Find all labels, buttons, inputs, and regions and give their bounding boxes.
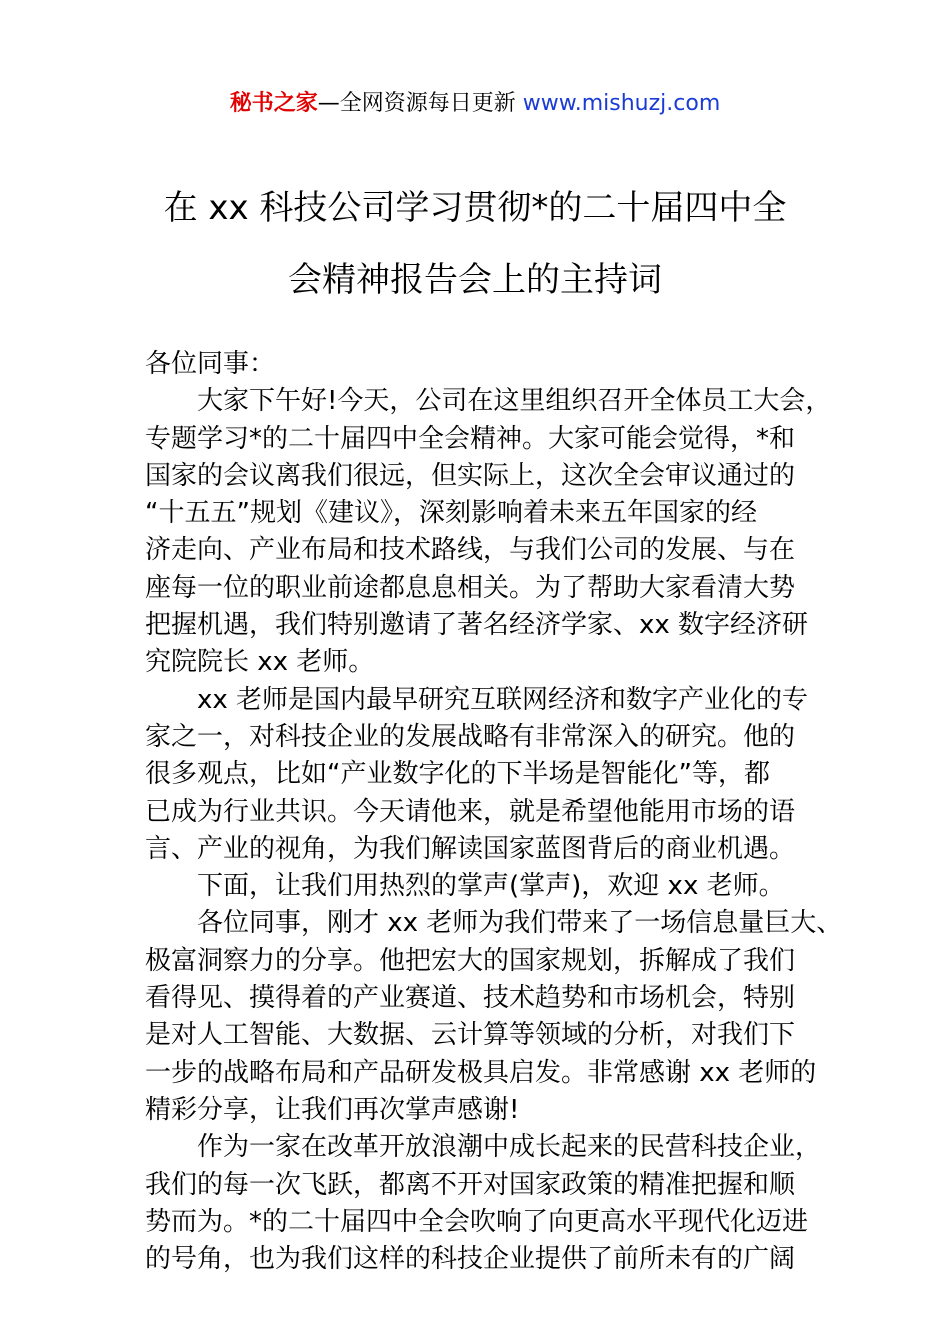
text-line: 看得见、摸得着的产业赛道、技术趋势和市场机会，特别	[145, 983, 796, 1014]
text-line: 势而为。*的二十届四中全会吹响了向更高水平现代化迈进	[145, 1206, 809, 1237]
text-line: 很多观点，比如“产业数字化的下半场是智能化”等，都	[145, 759, 770, 790]
text-line: 已成为行业共识。今天请他来，就是希望他能用市场的语	[145, 796, 796, 827]
text-line: 我们的每一次飞跃，都离不开对国家政策的精准把握和顺	[145, 1169, 796, 1200]
text-line: xx 老师是国内最早研究互联网经济和数字产业化的专	[197, 684, 809, 715]
text-line: 精彩分享，让我们再次掌声感谢!	[145, 1094, 520, 1125]
text-line: 作为一家在改革开放浪潮中成长起来的民营科技企业，	[197, 1132, 822, 1163]
text-line: 是对人工智能、大数据、云计算等领域的分析，对我们下	[145, 1020, 796, 1051]
text-line: 国家的会议离我们很远，但实际上，这次全会审议通过的	[145, 460, 796, 491]
paragraph-1	[145, 383, 835, 681]
text-line: 下面，让我们用热烈的掌声(掌声)，欢迎 xx 老师。	[197, 871, 785, 902]
site-header	[0, 88, 950, 120]
brand-name: 秘书之家	[229, 91, 318, 116]
text-line: 极富洞察力的分享。他把宏大的国家规划，拆解成了我们	[145, 945, 796, 976]
text-line: 家之一，对科技企业的发展战略有非常深入的研究。他的	[145, 721, 796, 752]
text-line: “十五五”规划《建议》，深刻影响着未来五年国家的经	[145, 498, 757, 529]
text-line: 把握机遇，我们特别邀请了著名经济学家、xx 数字经济研	[145, 610, 809, 641]
salutation: 各位同事：	[145, 349, 276, 379]
text-line: 究院院长 xx 老师。	[145, 647, 375, 678]
text-line: 座每一位的职业前途都息息相关。为了帮助大家看清大势	[145, 572, 796, 603]
text-line: 一步的战略布局和产品研发极具启发。非常感谢 xx 老师的	[145, 1057, 817, 1088]
site-url-link[interactable]: www.mishuzj.com	[522, 91, 721, 116]
paragraph-3	[145, 868, 835, 905]
paragraph-4	[145, 905, 843, 1129]
title-line-1: 在 xx 科技公司学习贯彻*的二十届四中全	[163, 188, 787, 228]
text-line: 大家下午好!今天，公司在这里组织召开全体员工大会，	[197, 386, 832, 417]
paragraph-5	[145, 1129, 835, 1278]
text-line: 专题学习*的二十届四中全会精神。大家可能会觉得，*和	[145, 423, 796, 454]
text-line: 济走向、产业布局和技术路线，与我们公司的发展、与在	[145, 535, 796, 566]
title-line-2: 会精神报告会上的主持词	[288, 260, 662, 300]
text-line: 的号角，也为我们这样的科技企业提供了前所未有的广阔	[145, 1244, 796, 1275]
document-title	[100, 172, 850, 316]
document-body	[145, 346, 843, 1278]
text-line: 言、产业的视角，为我们解读国家蓝图背后的商业机遇。	[145, 833, 796, 864]
text-line: 各位同事，刚才 xx 老师为我们带来了一场信息量巨大、	[197, 908, 843, 939]
paragraph-2	[145, 682, 835, 868]
header-tagline: —全网资源每日更新	[317, 91, 523, 116]
